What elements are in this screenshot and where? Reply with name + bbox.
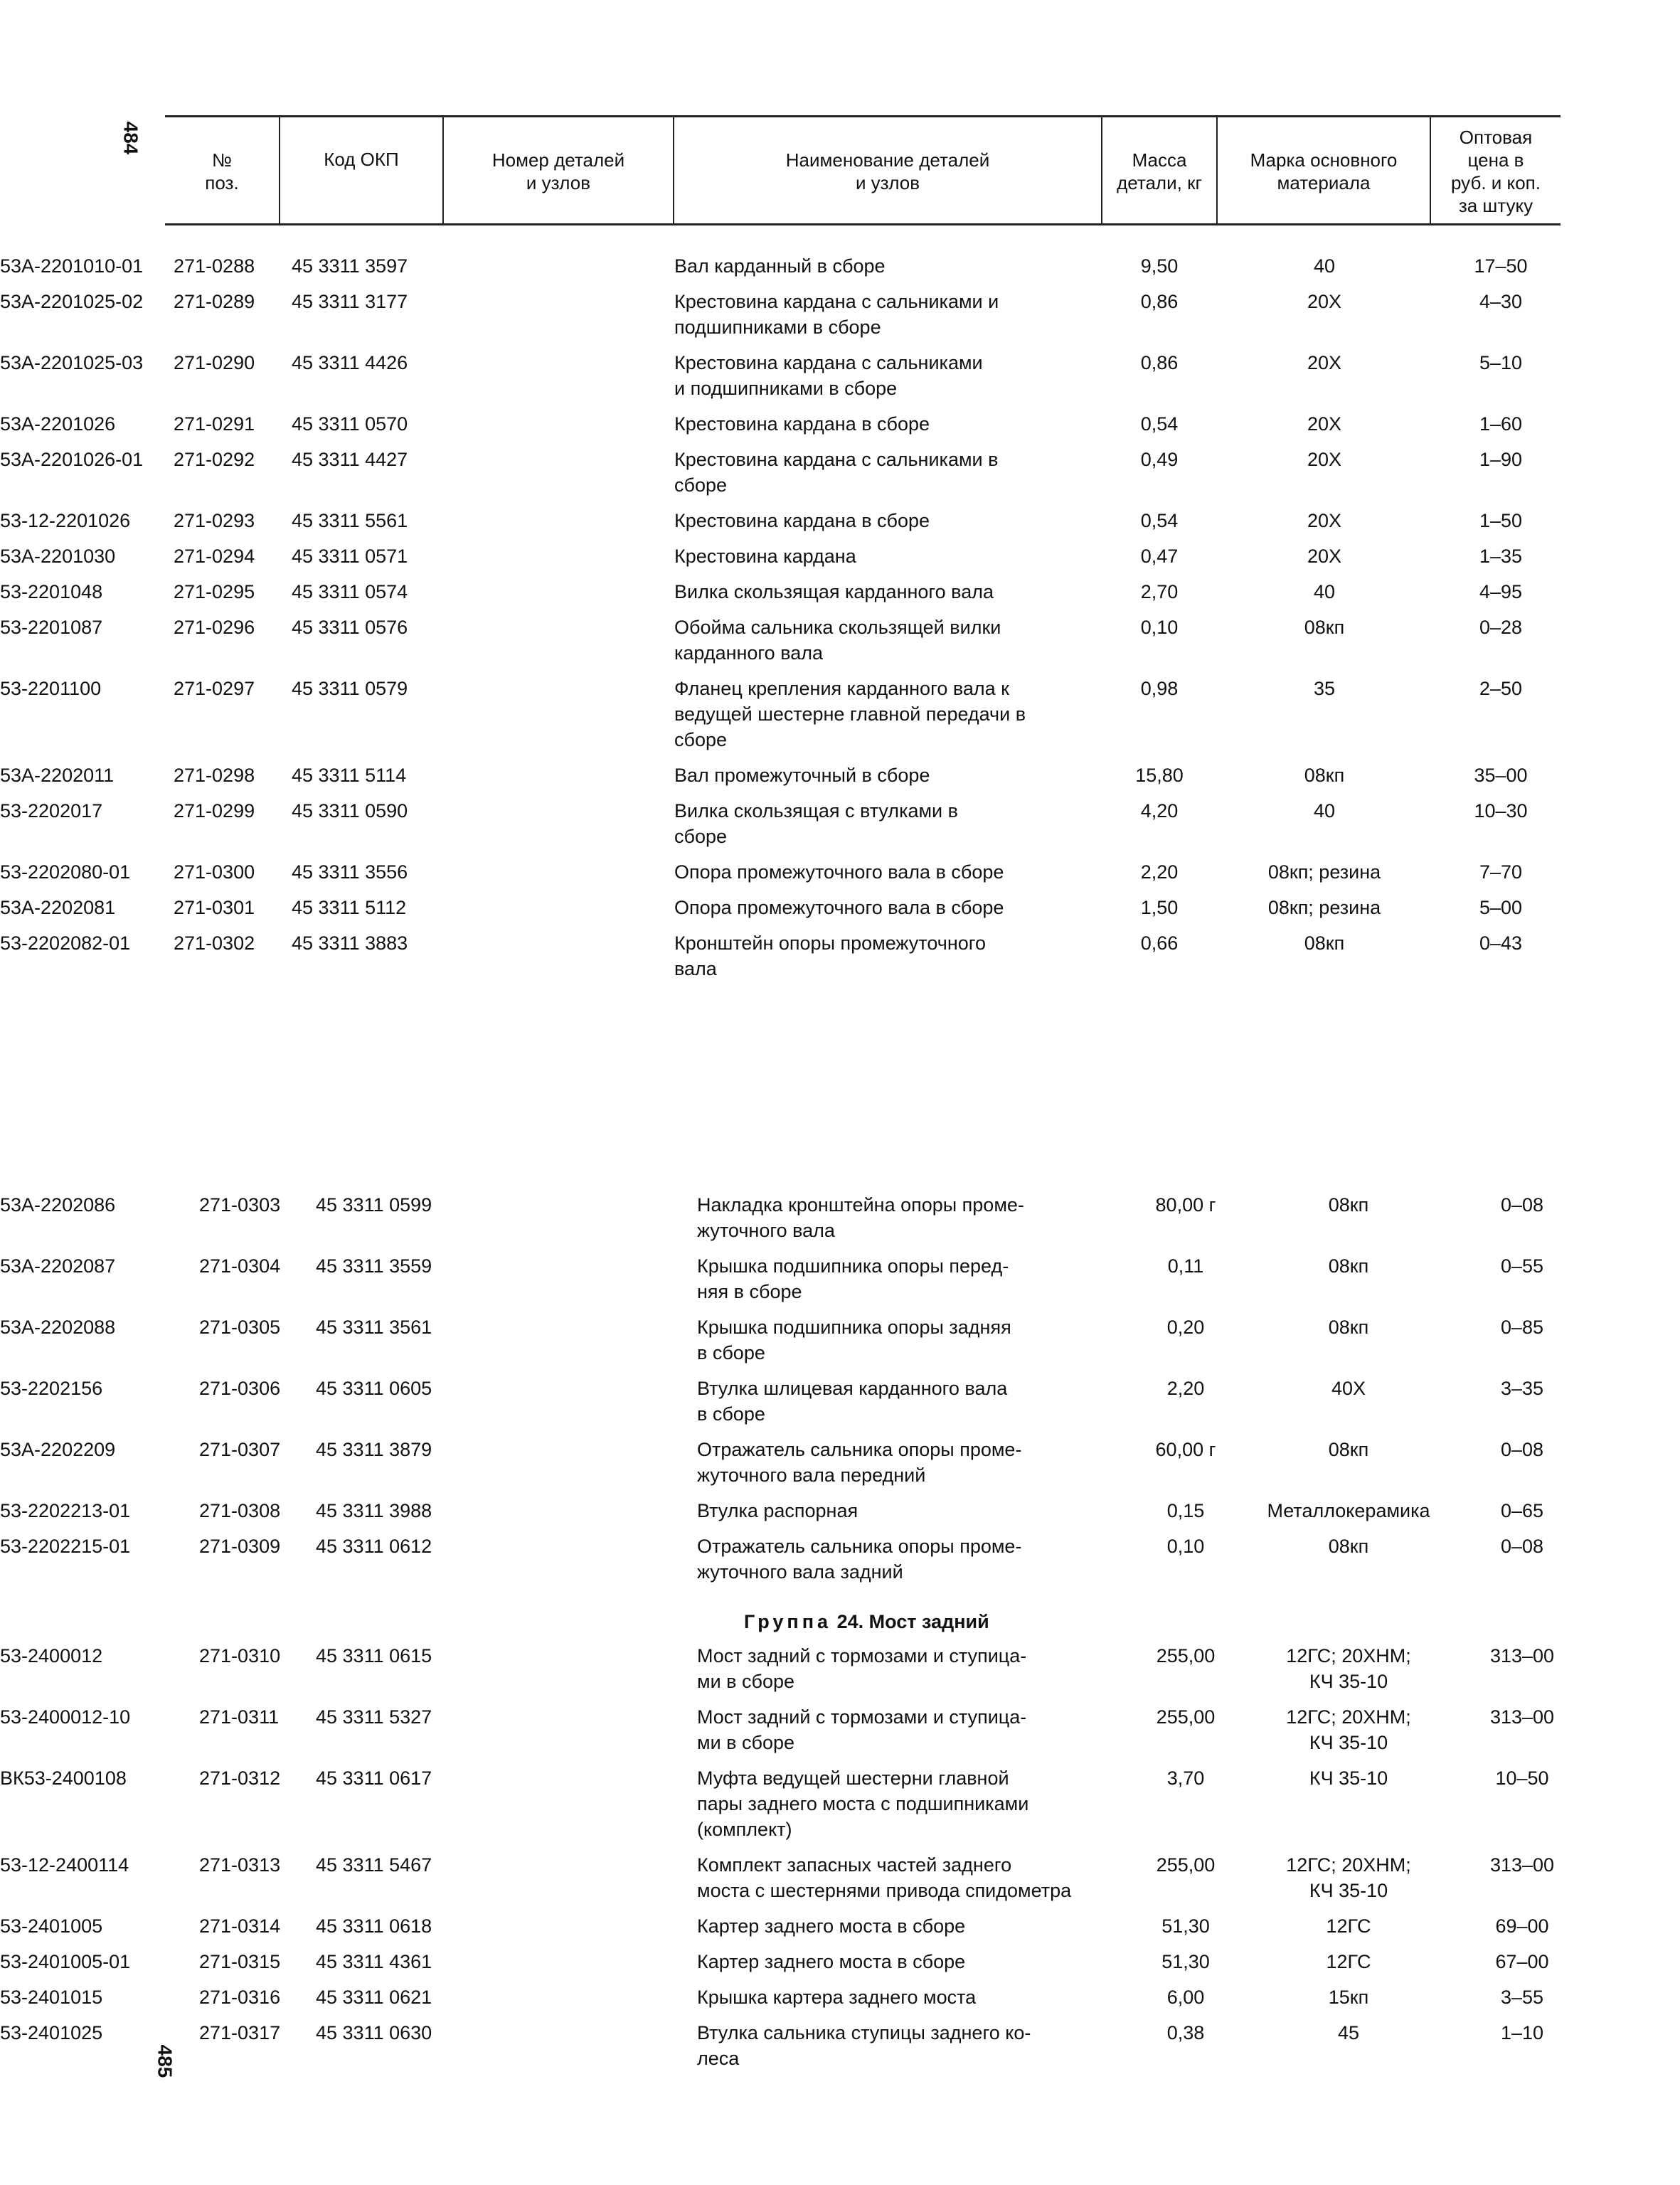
table-row <box>0 350 1680 411</box>
cell-pos: 271-0303 <box>199 1194 281 1216</box>
cell-pos: 271-0312 <box>199 1767 281 1789</box>
cell-mass: 80,00 г <box>1155 1194 1216 1216</box>
cell-okp: 45 3311 5467 <box>316 1854 432 1876</box>
cell-okp: 45 3311 4361 <box>316 1951 432 1972</box>
cell-okp: 45 3311 0570 <box>292 413 408 435</box>
table-block-page-484 <box>0 253 1680 992</box>
cell-number: 53А-2201025-02 <box>0 291 144 312</box>
cell-pos: 271-0310 <box>199 1645 281 1666</box>
cell-mass: 2,20 <box>1140 861 1179 883</box>
cell-pos: 271-0307 <box>199 1439 281 1460</box>
cell-mass: 0,10 <box>1140 617 1179 638</box>
cell-name: Комплект запасных частей заднего моста с шестернями привода спидометра <box>697 1854 1072 1901</box>
cell-name: Накладка кронштейна опоры проме- жуточного вала <box>697 1194 1024 1241</box>
cell-number: 53А-2201026-01 <box>0 449 144 470</box>
page-number-bottom: 485 <box>154 2044 176 2078</box>
cell-price: 313–00 <box>1489 1645 1555 1666</box>
cell-okp: 45 3311 4427 <box>292 449 408 470</box>
cell-name: Картер заднего моста в сборе <box>697 1951 966 1972</box>
table-row <box>0 930 1680 992</box>
cell-number: 53А-2201010-01 <box>0 255 144 277</box>
table-row <box>0 1437 1680 1498</box>
table-row <box>0 676 1680 762</box>
cell-material: 40 <box>1313 581 1336 602</box>
cell-number: 53-2400012-10 <box>0 1706 131 1728</box>
cell-material: 40Х <box>1331 1378 1366 1399</box>
cell-name: Вал карданный в сборе <box>674 255 886 277</box>
cell-price: 10–30 <box>1474 800 1528 822</box>
table-row <box>0 798 1680 859</box>
cell-name: Обойма сальника скользящей вилки карданного вала <box>674 617 1001 664</box>
cell-price: 1–60 <box>1479 413 1523 435</box>
header-name: Наименование деталей и узлов <box>785 149 990 193</box>
cell-number: 53-2401025 <box>0 2022 103 2043</box>
cell-number: 53-2201100 <box>0 678 102 699</box>
cell-price: 0–08 <box>1500 1194 1544 1216</box>
cell-okp: 45 3311 0630 <box>316 2022 432 2043</box>
cell-okp: 45 3311 5327 <box>316 1706 432 1728</box>
cell-number: 53-2202080-01 <box>0 861 131 883</box>
cell-mass: 51,30 <box>1161 1951 1210 1972</box>
cell-pos: 271-0313 <box>199 1854 281 1876</box>
cell-price: 2–50 <box>1479 678 1523 699</box>
cell-name: Крестовина кардана с сальниками в сборе <box>674 449 999 496</box>
table-row <box>0 1314 1680 1376</box>
cell-number: 53-2202156 <box>0 1378 103 1399</box>
cell-price: 1–10 <box>1500 2022 1544 2043</box>
cell-okp: 45 3311 5114 <box>292 765 407 786</box>
cell-material: 20Х <box>1307 510 1342 531</box>
cell-price: 35–00 <box>1474 765 1528 786</box>
cell-okp: 45 3311 0621 <box>316 1987 432 2008</box>
cell-mass: 0,15 <box>1166 1500 1205 1521</box>
cell-okp: 45 3311 3883 <box>292 932 408 954</box>
cell-name: Картер заднего моста в сборе <box>697 1915 966 1937</box>
cell-pos: 271-0300 <box>174 861 255 883</box>
cell-mass: 255,00 <box>1156 1854 1216 1876</box>
cell-price: 0–65 <box>1500 1500 1544 1521</box>
cell-number: 53-12-2400114 <box>0 1854 129 1876</box>
table-row <box>0 411 1680 447</box>
cell-name: Отражатель сальника опоры проме- жуточного вала передний <box>697 1439 1022 1486</box>
cell-okp: 45 3311 0617 <box>316 1767 432 1789</box>
cell-okp: 45 3311 0612 <box>316 1536 432 1557</box>
cell-name: Муфта ведущей шестерни главной пары заднего моста с подшипниками (комплект) <box>697 1767 1029 1840</box>
cell-name: Фланец крепления карданного вала к ведущей шестерне главной передачи в сборе <box>674 678 1026 750</box>
table-row <box>0 615 1680 676</box>
cell-pos: 271-0290 <box>174 352 255 373</box>
cell-material: 20Х <box>1307 291 1342 312</box>
cell-okp: 45 3311 0618 <box>316 1915 432 1937</box>
cell-okp: 45 3311 3597 <box>292 255 408 277</box>
cell-material: 12ГС <box>1326 1951 1371 1972</box>
group-heading <box>697 1609 1171 1634</box>
table-row <box>0 508 1680 543</box>
cell-material: 15кп <box>1328 1987 1369 2008</box>
cell-number: 53-2401005 <box>0 1915 103 1937</box>
cell-pos: 271-0298 <box>174 765 255 786</box>
cell-material: 08кп; резина <box>1267 861 1381 883</box>
table-row <box>0 1253 1680 1314</box>
cell-okp: 45 3311 3177 <box>292 291 408 312</box>
cell-material: 40 <box>1313 255 1336 277</box>
cell-name: Втулка шлицевая карданного вала в сборе <box>697 1378 1008 1425</box>
cell-price: 0–55 <box>1500 1255 1544 1277</box>
group-title: 24. Мост задний <box>836 1611 989 1632</box>
cell-name: Крестовина кардана с сальниками и подшипниками в сборе <box>674 291 999 338</box>
page-number-top: 484 <box>119 121 142 155</box>
cell-pos: 271-0315 <box>199 1951 281 1972</box>
cell-mass: 4,20 <box>1140 800 1179 822</box>
cell-name: Отражатель сальника опоры проме- жуточного вала задний <box>697 1536 1022 1583</box>
header-pos: № поз. <box>205 149 239 193</box>
cell-number: 53А-2202081 <box>0 897 116 918</box>
cell-material: 45 <box>1337 2022 1360 2043</box>
cell-mass: 0,54 <box>1140 413 1179 435</box>
cell-pos: 271-0304 <box>199 1255 281 1277</box>
cell-name: Втулка распорная <box>697 1500 858 1521</box>
group-label: Группа <box>744 1611 832 1632</box>
cell-okp: 45 3311 3879 <box>316 1439 432 1460</box>
table-row <box>0 1533 1680 1595</box>
cell-price: 313–00 <box>1489 1706 1555 1728</box>
cell-price: 4–30 <box>1479 291 1523 312</box>
cell-number: 53А-2202209 <box>0 1439 116 1460</box>
cell-material: 08кп <box>1304 765 1345 786</box>
cell-material: 08кп <box>1328 1536 1369 1557</box>
cell-mass: 1,50 <box>1140 897 1179 918</box>
table-row <box>0 253 1680 289</box>
table-row <box>0 1852 1680 1913</box>
cell-mass: 0,86 <box>1140 352 1179 373</box>
cell-material: 08кп <box>1328 1439 1369 1460</box>
header-number: Номер деталей и узлов <box>491 149 625 193</box>
cell-material: 08кп; резина <box>1267 897 1381 918</box>
cell-mass: 9,50 <box>1140 255 1179 277</box>
cell-name: Крестовина кардана в сборе <box>674 510 930 531</box>
table-row <box>0 579 1680 615</box>
cell-number: 53-2202213-01 <box>0 1500 131 1521</box>
table-row <box>0 762 1680 798</box>
cell-price: 0–85 <box>1500 1317 1544 1338</box>
cell-mass: 15,80 <box>1135 765 1184 786</box>
cell-material: 12ГС; 20ХНМ; КЧ 35-10 <box>1286 1854 1411 1901</box>
cell-material: 20Х <box>1307 546 1342 567</box>
header-okp: Код ОКП <box>324 149 399 170</box>
cell-okp: 45 3311 0571 <box>292 546 408 567</box>
cell-material: КЧ 35-10 <box>1309 1767 1388 1789</box>
cell-mass: 60,00 г <box>1155 1439 1216 1460</box>
cell-price: 4–95 <box>1479 581 1523 602</box>
cell-price: 69–00 <box>1495 1915 1549 1937</box>
cell-pos: 271-0311 <box>199 1706 280 1728</box>
cell-pos: 271-0288 <box>174 255 255 277</box>
cell-okp: 45 3311 0574 <box>292 581 408 602</box>
table-row <box>0 1498 1680 1533</box>
table-row <box>0 1192 1680 1253</box>
cell-okp: 45 3311 0615 <box>316 1645 432 1666</box>
cell-number: 53А-2201026 <box>0 413 116 435</box>
cell-price: 313–00 <box>1489 1854 1555 1876</box>
cell-okp: 45 3311 0590 <box>292 800 408 822</box>
cell-price: 3–35 <box>1500 1378 1544 1399</box>
cell-name: Опора промежуточного вала в сборе <box>674 861 1004 883</box>
table-row <box>0 543 1680 579</box>
header-material: Марка основного материала <box>1250 149 1398 193</box>
cell-pos: 271-0306 <box>199 1378 281 1399</box>
cell-mass: 0,66 <box>1140 932 1179 954</box>
table-row <box>0 289 1680 350</box>
cell-number: 53А-2201025-03 <box>0 352 144 373</box>
cell-number: 53А-2202087 <box>0 1255 116 1277</box>
cell-pos: 271-0317 <box>199 2022 281 2043</box>
cell-pos: 271-0295 <box>174 581 255 602</box>
cell-okp: 45 3311 0605 <box>316 1378 432 1399</box>
cell-pos: 271-0296 <box>174 617 255 638</box>
cell-mass: 0,54 <box>1140 510 1179 531</box>
cell-pos: 271-0309 <box>199 1536 281 1557</box>
cell-price: 67–00 <box>1495 1951 1549 1972</box>
cell-price: 0–08 <box>1500 1536 1544 1557</box>
table-row <box>0 447 1680 508</box>
cell-name: Вал промежуточный в сборе <box>674 765 930 786</box>
cell-name: Крестовина кардана в сборе <box>674 413 930 435</box>
cell-pos: 271-0289 <box>174 291 255 312</box>
cell-name: Втулка сальника ступицы заднего ко- леса <box>697 2022 1031 2069</box>
table-row <box>0 1913 1680 1949</box>
cell-mass: 3,70 <box>1166 1767 1205 1789</box>
cell-name: Крышка картера заднего моста <box>697 1987 977 2008</box>
header-top-rule <box>165 115 1561 117</box>
cell-price: 7–70 <box>1479 861 1523 883</box>
cell-okp: 45 3311 3556 <box>292 861 408 883</box>
cell-price: 5–00 <box>1479 897 1523 918</box>
cell-number: 53-2202082-01 <box>0 932 131 954</box>
cell-price: 3–55 <box>1500 1987 1544 2008</box>
cell-material: 12ГС; 20ХНМ; КЧ 35-10 <box>1286 1706 1411 1753</box>
cell-pos: 271-0305 <box>199 1317 281 1338</box>
cell-material: 12ГС <box>1326 1915 1371 1937</box>
cell-material: 08кп <box>1304 932 1345 954</box>
cell-okp: 45 3311 5561 <box>292 510 408 531</box>
cell-material: 08кп <box>1328 1194 1369 1216</box>
cell-material: 35 <box>1313 678 1336 699</box>
cell-name: Крышка подшипника опоры задняя в сборе <box>697 1317 1011 1363</box>
cell-okp: 45 3311 0576 <box>292 617 408 638</box>
cell-pos: 271-0314 <box>199 1915 281 1937</box>
cell-name: Крестовина кардана с сальниками и подшипниками в сборе <box>674 352 983 399</box>
cell-okp: 45 3311 4426 <box>292 352 408 373</box>
cell-okp: 45 3311 5112 <box>292 897 407 918</box>
cell-mass: 255,00 <box>1156 1645 1216 1666</box>
table-row <box>0 1949 1680 1984</box>
cell-okp: 45 3311 3988 <box>316 1500 432 1521</box>
cell-number: 53А-2202088 <box>0 1317 116 1338</box>
cell-number: 53-2401015 <box>0 1987 103 2008</box>
cell-mass: 0,98 <box>1140 678 1179 699</box>
cell-number: 53-2202215-01 <box>0 1536 131 1557</box>
table-row <box>0 1765 1680 1852</box>
cell-number: 53-2201048 <box>0 581 103 602</box>
cell-material: 20Х <box>1307 413 1342 435</box>
cell-mass: 2,20 <box>1166 1378 1205 1399</box>
cell-name: Вилка скользящая карданного вала <box>674 581 994 602</box>
table-row <box>0 1643 1680 1704</box>
cell-pos: 271-0293 <box>174 510 255 531</box>
cell-name: Мост задний с тормозами и ступица- ми в сборе <box>697 1645 1027 1692</box>
cell-number: 53-2400012 <box>0 1645 103 1666</box>
header-mass: Масса детали, кг <box>1117 149 1202 193</box>
table-row <box>0 1984 1680 2020</box>
cell-number: 53-12-2201026 <box>0 510 131 531</box>
cell-okp: 45 3311 0599 <box>316 1194 432 1216</box>
cell-mass: 6,00 <box>1166 1987 1205 2008</box>
cell-price: 1–90 <box>1479 449 1523 470</box>
cell-number: 53А-2202011 <box>0 765 115 786</box>
cell-mass: 0,47 <box>1140 546 1179 567</box>
cell-pos: 271-0302 <box>174 932 255 954</box>
cell-price: 1–50 <box>1479 510 1523 531</box>
cell-mass: 0,49 <box>1140 449 1179 470</box>
cell-name: Кронштейн опоры промежуточного вала <box>674 932 987 979</box>
cell-mass: 0,20 <box>1166 1317 1205 1338</box>
cell-mass: 0,38 <box>1166 2022 1205 2043</box>
cell-pos: 271-0299 <box>174 800 255 822</box>
cell-material: 08кп <box>1304 617 1345 638</box>
cell-pos: 271-0292 <box>174 449 255 470</box>
cell-okp: 45 3311 0579 <box>292 678 408 699</box>
cell-number: 53-2401005-01 <box>0 1951 131 1972</box>
cell-mass: 0,11 <box>1167 1255 1204 1277</box>
table-row <box>0 895 1680 930</box>
cell-material: 20Х <box>1307 449 1342 470</box>
table-row <box>0 2020 1680 2081</box>
cell-name: Вилка скользящая с втулками в сборе <box>674 800 958 847</box>
cell-number: 53А-2201030 <box>0 546 116 567</box>
cell-name: Крышка подшипника опоры перед- няя в сборе <box>697 1255 1009 1302</box>
cell-number: 53-2201087 <box>0 617 103 638</box>
cell-number: 53-2202017 <box>0 800 103 822</box>
cell-pos: 271-0291 <box>174 413 255 435</box>
cell-material: 12ГС; 20ХНМ; КЧ 35-10 <box>1286 1645 1411 1692</box>
cell-price: 5–10 <box>1479 352 1523 373</box>
cell-material: 08кп <box>1328 1317 1369 1338</box>
cell-price: 10–50 <box>1495 1767 1549 1789</box>
cell-price: 0–43 <box>1479 932 1523 954</box>
cell-mass: 51,30 <box>1161 1915 1210 1937</box>
cell-material: Металлокерамика <box>1267 1500 1430 1521</box>
cell-mass: 2,70 <box>1140 581 1179 602</box>
table-row <box>0 1704 1680 1765</box>
cell-price: 0–28 <box>1479 617 1523 638</box>
table-row <box>0 859 1680 895</box>
cell-name: Крестовина кардана <box>674 546 856 567</box>
cell-price: 0–08 <box>1500 1439 1544 1460</box>
cell-name: Мост задний с тормозами и ступица- ми в сборе <box>697 1706 1027 1753</box>
cell-material: 08кп <box>1328 1255 1369 1277</box>
cell-material: 40 <box>1313 800 1336 822</box>
cell-number: ВК53-2400108 <box>0 1767 127 1789</box>
table-block-group-24 <box>0 1643 1680 2081</box>
cell-pos: 271-0297 <box>174 678 255 699</box>
cell-pos: 271-0294 <box>174 546 255 567</box>
cell-pos: 271-0301 <box>174 897 255 918</box>
cell-mass: 0,86 <box>1140 291 1179 312</box>
cell-price: 1–35 <box>1479 546 1523 567</box>
cell-price: 17–50 <box>1474 255 1528 277</box>
table-row <box>0 1376 1680 1437</box>
table-block-page-485 <box>0 1192 1680 1595</box>
header-price: Оптовая цена в руб. и коп. за штуку <box>1451 127 1541 216</box>
cell-pos: 271-0316 <box>199 1987 281 2008</box>
cell-name: Опора промежуточного вала в сборе <box>674 897 1004 918</box>
cell-number: 53А-2202086 <box>0 1194 116 1216</box>
cell-okp: 45 3311 3559 <box>316 1255 432 1277</box>
cell-material: 20Х <box>1307 352 1342 373</box>
cell-mass: 0,10 <box>1166 1536 1205 1557</box>
cell-mass: 255,00 <box>1156 1706 1216 1728</box>
cell-pos: 271-0308 <box>199 1500 281 1521</box>
cell-okp: 45 3311 3561 <box>316 1317 432 1338</box>
